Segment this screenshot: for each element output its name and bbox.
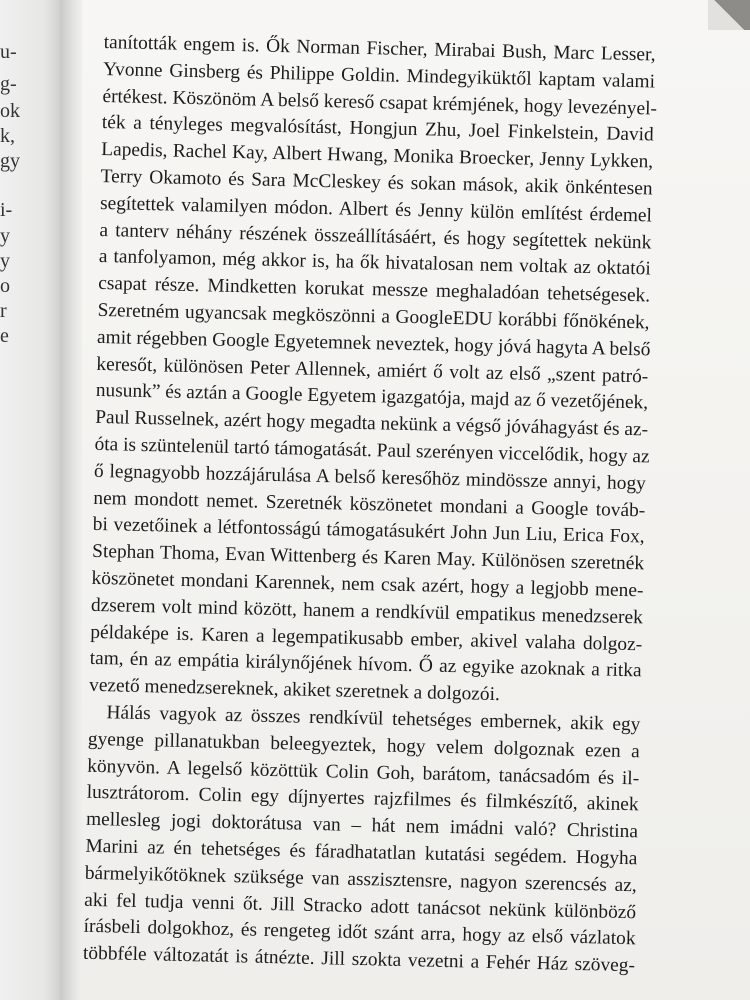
left-page-fragment: e <box>0 325 9 347</box>
text-line: keresőt, különösen Peter Allennek, amiért ő volt az első „szent patró- <box>96 353 649 387</box>
left-page-fragment: o <box>0 275 10 297</box>
text-line: ő legnagyobb hozzájárulása A belső keresőhöz mindössze annyi, hogy <box>93 460 647 495</box>
page-corner <box>708 0 750 30</box>
left-page-fragment: y <box>0 225 10 247</box>
text-line: ték a tényleges megvalósítást, Hongjun Zhu, Joel Finkelstein, David <box>101 112 654 146</box>
text-line: mellesleg jogi doktorátusa van – hát nem imádni való? Christina <box>85 808 639 843</box>
text-line: a tanterv néhány részének összeállításáért, és hogy segítettek nekünk <box>99 219 652 254</box>
text-line: Terry Okamoto és Sara McCleskey és sokan mások, akik önkéntesen <box>100 165 653 200</box>
text-line: lusztrátorom. Colin egy díjnyertes rajzfilmes és filmkészítő, akinek <box>86 782 639 816</box>
text-line: értékest. Köszönöm A belső kereső csapat krémjének, hogy levezényel- <box>102 85 658 120</box>
text-line: aki fel tudja venni őt. Jill Stracko adott tanácsot nekünk különböző <box>84 889 637 923</box>
text-line: többféle változatát is átnézte. Jill szokta vezetni a Fehér Ház szöveg- <box>82 942 636 977</box>
text-line: gyenge pillanatukban beleegyeztek, hogy velem dolgoznak ezen a <box>87 728 641 763</box>
text-line: írásbeli dolgokhoz, és rengeteg időt szánt arra, hogy az első vázlatok <box>83 916 636 950</box>
text-line: köszönetet mondani Karennek, nem csak azért, hogy a legjobb mene- <box>91 567 644 602</box>
text-line: Marini az én tehetséges és fáradhatatlan kutatási segédem. Hogyha <box>85 835 638 870</box>
text-line: példaképe is. Karen a legempatikusabb ember, akivel valaha dolgoz- <box>90 621 643 655</box>
text-line: nusunk” és aztán a Google Egyetem igazgatója, majd az ő vezetőjének, <box>95 380 649 414</box>
text-line: Hálás vagyok az összes rendkívül tehetséges embernek, akik egy <box>106 702 641 736</box>
left-page-fragment: i- <box>0 199 13 221</box>
text-line: dzserem volt mind között, hanem a rendkívül empatikus menedzserek <box>90 594 644 629</box>
left-page-edge <box>0 0 63 1000</box>
left-page-fragment: y <box>0 250 10 272</box>
text-line: Yvonne Ginsberg és Philippe Goldin. Mindegyiküktől kaptam valami <box>102 58 656 93</box>
text-line: nem mondott nemet. Szeretnék köszönetet mondani a Google továb- <box>93 487 646 521</box>
text-line: amit régebben Google Egyetemnek neveztek, hogy jóvá hagyta A belső <box>96 326 651 361</box>
left-page-fragment: u- <box>0 41 17 63</box>
left-page-fragment: r <box>0 300 7 322</box>
text-line: Paul Russelnek, azért hogy megadta nekünk a végső jóváhagyást és az- <box>94 407 649 441</box>
left-page-fragment: gy <box>0 150 20 172</box>
text-line: Lapedis, Rachel Kay, Albert Hwang, Monika Broecker, Jenny Lykken, <box>101 139 654 173</box>
text-line: vezető menedzsereknek, akiket szeretnek a dolgozói. <box>88 674 501 706</box>
text-line: a tanfolyamon, még akkor is, ha ők hivatalosan nem voltak az oktatói <box>98 246 651 280</box>
text-line: segítettek valamilyen módon. Albert és Jenny külön említést érdemel <box>99 192 653 227</box>
text-line: Szeretném ugyancsak megköszönni a GoogleEDU korábbi főnökének, <box>97 299 650 334</box>
text-line: tam, én az empátia királynőjének hívom. Ő az egyike azoknak a ritka <box>89 648 642 682</box>
left-page-fragment: ok <box>0 100 20 122</box>
text-line: óta is szüntelenül tartó támogatását. Paul szerényen viccelődik, hogy az <box>94 433 650 468</box>
text-line: csapat része. Mindketten korukat messze meghaladóan tehetségesek. <box>98 273 651 307</box>
body-text <box>83 30 656 980</box>
text-line: könyvön. A legelső közöttük Colin Goh, barátom, tanácsadóm és il- <box>87 755 640 789</box>
text-line: Stephan Thoma, Evan Wittenberg és Karen May. Különösen szeretnék <box>91 541 645 575</box>
text-line: bi vezetőinek a létfontosságú támogatásukért John Jun Liu, Erica Fox, <box>92 514 645 548</box>
left-page-fragment: g- <box>0 73 17 95</box>
text-line: tanították engem is. Ők Norman Fischer, Mirabai Bush, Marc Lesser, <box>103 31 656 66</box>
text-line: bármelyikőtöknek szüksége van asszisztensre, nagyon szerencsés az, <box>84 862 637 897</box>
left-page-fragment: k, <box>0 125 15 147</box>
